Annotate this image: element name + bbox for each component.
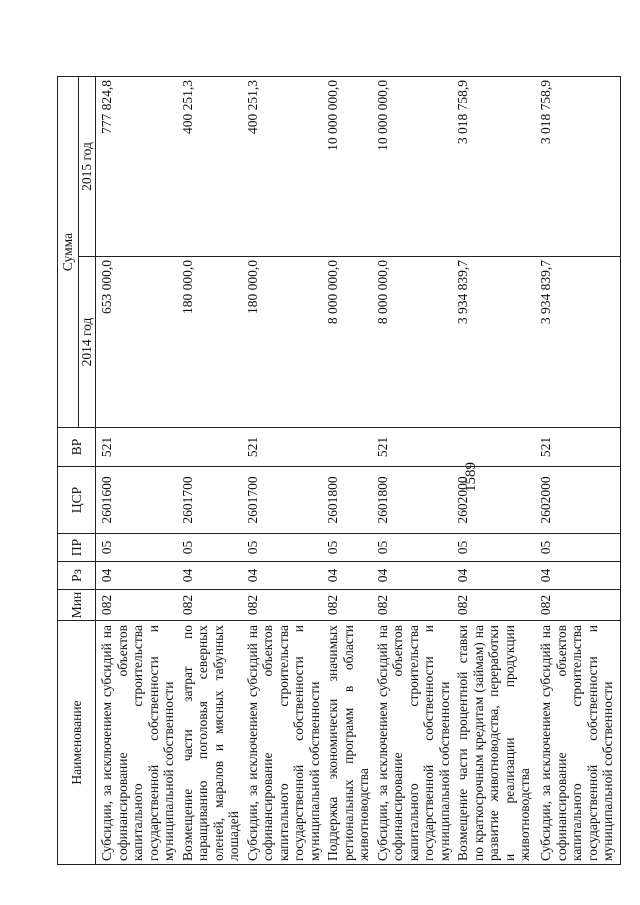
row-sum-2014: 3 934 839,7 xyxy=(535,257,620,428)
row-pr: 05 xyxy=(177,534,242,562)
row-sum-2014: 180 000,0 xyxy=(242,257,323,428)
row-sum-2015: 777 824,8 xyxy=(96,76,177,256)
row-sum-2015: 10 000 000,0 xyxy=(322,76,372,256)
table-row xyxy=(372,76,453,864)
row-sum-2014: 8 000 000,0 xyxy=(322,257,372,428)
row-sum-2015: 400 251,3 xyxy=(242,76,323,256)
table-row xyxy=(535,76,620,864)
row-csr: 2602000 xyxy=(452,467,535,534)
row-sum-2015: 3 018 758,9 xyxy=(535,76,620,256)
row-rz: 04 xyxy=(177,562,242,590)
row-sum-2014: 8 000 000,0 xyxy=(372,257,453,428)
row-vr: 521 xyxy=(535,428,620,467)
row-name: Субсидии, за исключением субсидий на софинансирование объектов капитального строительства государственной собственности и муниципальной собственности xyxy=(535,621,620,865)
row-rz: 04 xyxy=(535,562,620,590)
row-csr: 2601700 xyxy=(242,467,323,534)
row-rz: 04 xyxy=(452,562,535,590)
table-row xyxy=(96,76,177,864)
row-vr: 521 xyxy=(96,428,177,467)
row-vr: 521 xyxy=(372,428,453,467)
row-name: Возмещение части затрат по наращиванию поголовья северных оленей, маралов и мясных табунных лошадей xyxy=(177,621,242,865)
header-pr: ПР xyxy=(58,534,96,562)
row-rz: 04 xyxy=(242,562,323,590)
row-csr: 2601800 xyxy=(372,467,453,534)
row-pr: 05 xyxy=(242,534,323,562)
row-sum-2015: 400 251,3 xyxy=(177,76,242,256)
row-vr xyxy=(177,428,242,467)
row-vr xyxy=(452,428,535,467)
row-min: 082 xyxy=(322,590,372,621)
row-sum-2015: 10 000 000,0 xyxy=(372,76,453,256)
row-sum-2014: 653 000,0 xyxy=(96,257,177,428)
row-min: 082 xyxy=(452,590,535,621)
row-sum-2014: 180 000,0 xyxy=(177,257,242,428)
row-csr: 2601700 xyxy=(177,467,242,534)
row-name: Субсидии, за исключением субсидий на софинансирование объектов капитального строительства государственной собственности и муниципальной собственности xyxy=(96,621,177,865)
row-csr: 2601600 xyxy=(96,467,177,534)
budget-table xyxy=(57,76,621,865)
row-name: Поддержка экономически значимых региональных программ в области животноводства xyxy=(322,621,372,865)
row-rz: 04 xyxy=(372,562,453,590)
row-pr: 05 xyxy=(322,534,372,562)
header-name: Наименование xyxy=(58,621,96,865)
header-vr: ВР xyxy=(58,428,96,467)
row-csr: 2601800 xyxy=(322,467,372,534)
header-2014: 2014 год xyxy=(79,257,96,428)
row-vr: 521 xyxy=(242,428,323,467)
row-sum-2014: 3 934 839,7 xyxy=(452,257,535,428)
row-min: 082 xyxy=(242,590,323,621)
row-pr: 05 xyxy=(535,534,620,562)
header-rz: Рз xyxy=(58,562,96,590)
row-rz: 04 xyxy=(322,562,372,590)
header-2015: 2015 год xyxy=(79,76,96,256)
row-min: 082 xyxy=(372,590,453,621)
row-rz: 04 xyxy=(96,562,177,590)
row-pr: 05 xyxy=(452,534,535,562)
header-min: Мин xyxy=(58,590,96,621)
row-min: 082 xyxy=(177,590,242,621)
header-sum: Сумма xyxy=(58,76,79,427)
table-row xyxy=(177,76,242,864)
row-name: Субсидии, за исключением субсидий на софинансирование объектов капитального строительства государственной собственности и муниципальной собственности xyxy=(242,621,323,865)
row-name: Субсидии, за исключением субсидий на софинансирование объектов капитального строительства государственной собственности и муниципальной собственности xyxy=(372,621,453,865)
row-min: 082 xyxy=(96,590,177,621)
row-pr: 05 xyxy=(96,534,177,562)
row-csr: 2602000 xyxy=(535,467,620,534)
table-row xyxy=(242,76,323,864)
table-row xyxy=(452,76,535,864)
header-csr: ЦСР xyxy=(58,467,96,534)
row-pr: 05 xyxy=(372,534,453,562)
row-name: Возмещение части процентной ставки по краткосрочным кредитам (займам) на развитие животноводства, переработки и реализации продукции животноводства xyxy=(452,621,535,865)
row-sum-2015: 3 018 758,9 xyxy=(452,76,535,256)
row-min: 082 xyxy=(535,590,620,621)
page-number: 1589 xyxy=(463,462,479,492)
row-vr xyxy=(322,428,372,467)
table-row xyxy=(322,76,372,864)
